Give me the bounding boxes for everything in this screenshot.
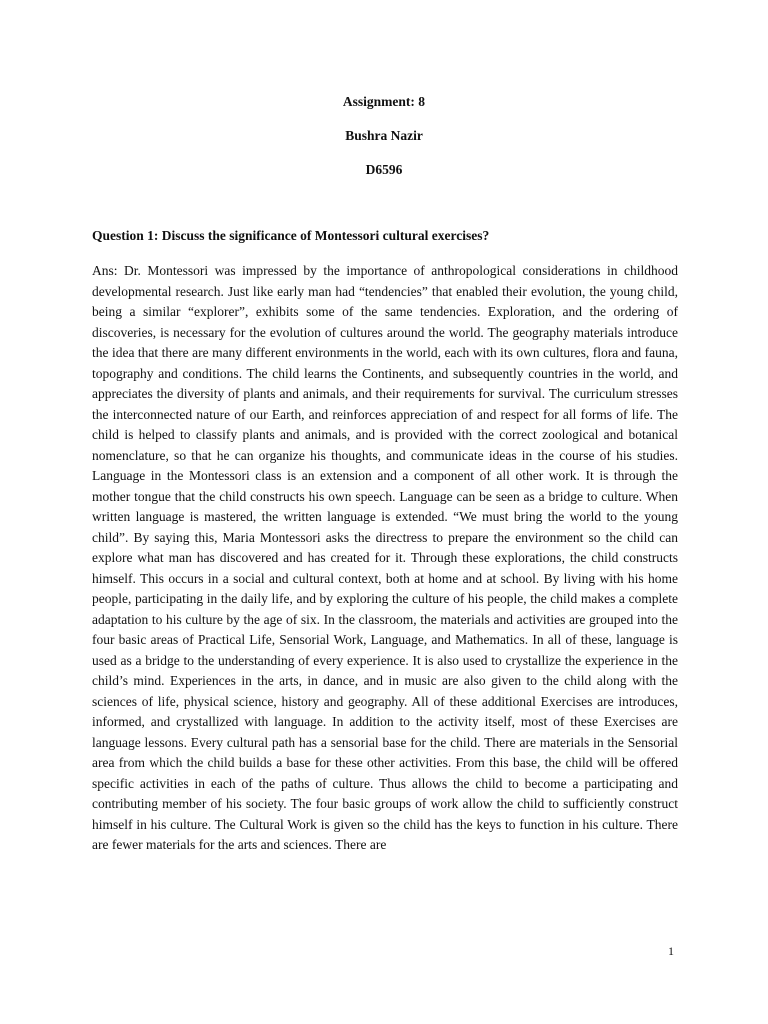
question-heading: Question 1: Discuss the significance of Montessori cultural exercises? bbox=[92, 228, 490, 243]
student-name: Bushra Nazir bbox=[345, 128, 423, 143]
answer-paragraph: Ans: Dr. Montessori was impressed by the importance of anthropological considerations in childhood developmental research. Just like early man had “tendencies” that enabled their evolution, the young child, being a similar “explorer”, exhibits some of the same tendencies. Exploration, and the ordering of discoveries, is necessary for the evolution of cultures around the world. The geography materials introduce the idea that there are many different environments in the world, each with its own cultures, flora and fauna, topography and conditions. The child learns the Continents, and subsequently countries in the world, and appreciates the diversity of plants and animals, and their requirements for survival. The curriculum stresses the interconnected nature of our Earth, and reinforces appreciation of and respect for all forms of life. The child is helped to classify plants and animals, and is provided with the correct zoological and botanical nomenclature, so that he can organize his thoughts, and communicate ideas in the course of his studies. Language in the Montessori class is an extension and a component of all other work. It is through the mother tongue that the child constructs his own speech. Language can be seen as a bridge to culture. When written language is mastered, the written language is extended. “We must bring the world to the young child”. By saying this, Maria Montessori asks the directress to prepare the environment so the child can explore what man has discovered and has created for it. Through these explorations, the child constructs himself. This occurs in a social and cultural context, both at home and at school. By living with his home people, participating in the daily life, and by exploring the culture of his people, the child makes a complete adaptation to his culture by the age of six. In the classroom, the materials and activities are grouped into the four basic areas of Practical Life, Sensorial Work, Language, and Mathematics. In all of these, language is used as a bridge to the understanding of every experience. It is also used to crystallize the experience in the child’s mind. Experiences in the arts, in dance, and in music are also given to the child along with the sciences of life, physical science, history and geography. All of these additional Exercises are introduces, informed, and crystallized with language. In addition to the activity itself, most of these Exercises are language lessons. Every cultural path has a sensorial base for the child. There are materials in the Sensorial area from which the child builds a base for these other activities. From this base, the child will be offered specific activities in each of the paths of culture. Thus allows the child to become a participating and contributing member of his society. The four basic groups of work allow the child to sufficiently construct himself in his culture. The Cultural Work is given so the child has the keys to function in his culture. There are fewer materials for the arts and sciences. There are bbox=[92, 263, 678, 852]
assignment-title: Assignment: 8 bbox=[342, 94, 426, 109]
page-number: 1 bbox=[668, 944, 674, 958]
student-id: D6596 bbox=[365, 162, 403, 177]
